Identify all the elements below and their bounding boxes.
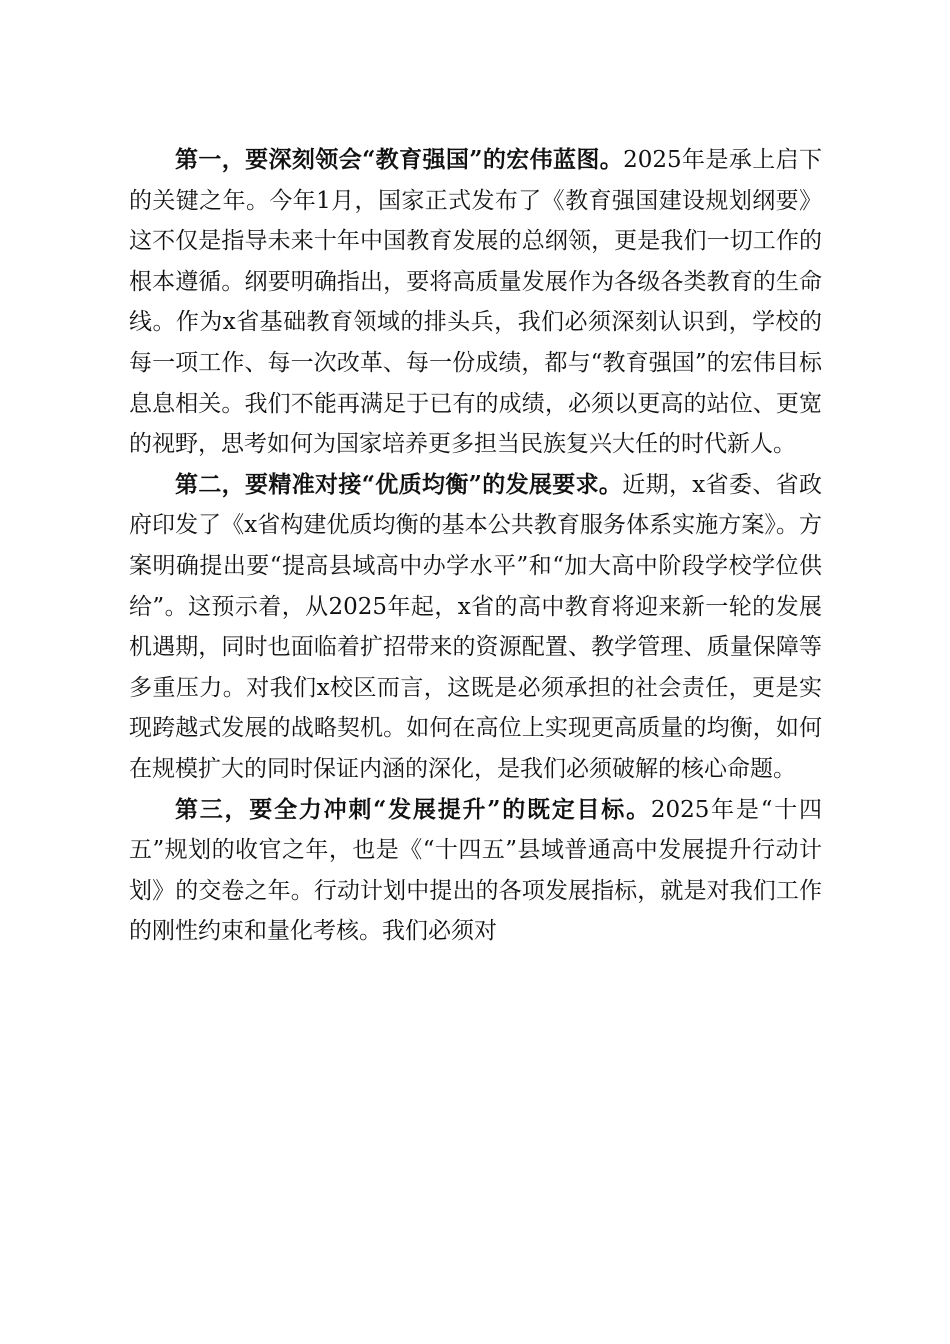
document-body — [129, 140, 822, 952]
paragraph-3-lead: 第三，要全力冲刺“发展提升”的既定目标。 — [175, 795, 651, 823]
paragraph-3 — [129, 790, 822, 952]
paragraph-1-lead: 第一，要深刻领会“教育强国”的宏伟蓝图。 — [175, 146, 624, 173]
paragraph-3-text: 2025年是“十四五”规划的收官之年，也是《“十四五”县域普通高中发展提升行动计划》的交卷之年。行动计划中提出的各项发展指标，就是对我们工作的刚性约束和量化考核。我们必须对 — [129, 796, 822, 945]
paragraph-2-lead: 第二，要精准对接“优质均衡”的发展要求。 — [175, 470, 623, 498]
paragraph-1-text: 2025年是承上启下的关键之年。今年1月，国家正式发布了《教育强国建设规划纲要》这不仅是指导未来十年中国教育发展的总纲领，更是我们一切工作的根本遵循。纲要明确指出，要将高质量发展作为各级各类教育的生命线。作为x省基础教育领域的排头兵，我们必须深刻认识到，学校的每一项工作、每一次改革、每一份成绩，都与“教育强国”的宏伟目标息息相关。我们不能再满足于已有的成绩，必须以更高的站位、更宽的视野，思考如何为国家培养更多担当民族复兴大任的时代新人。 — [129, 147, 822, 458]
paragraph-2 — [129, 465, 822, 790]
paragraph-1 — [129, 140, 822, 465]
paragraph-2-text: 近期，x省委、省政府印发了《x省构建优质均衡的基本公共教育服务体系实施方案》。方案明确提出要“提高县域高中办学水平”和“加大高中阶段学校学位供给”。这预示着，从2025年起，x省的高中教育将迎来新一轮的发展机遇期，同时也面临着扩招带来的资源配置、教学管理、质量保障等多重压力。对我们x校区而言，这既是必须承担的社会责任，更是实现跨越式发展的战略契机。如何在高位上实现更高质量的均衡，如何在规模扩大的同时保证内涵的深化，是我们必须破解的核心命题。 — [129, 471, 822, 782]
